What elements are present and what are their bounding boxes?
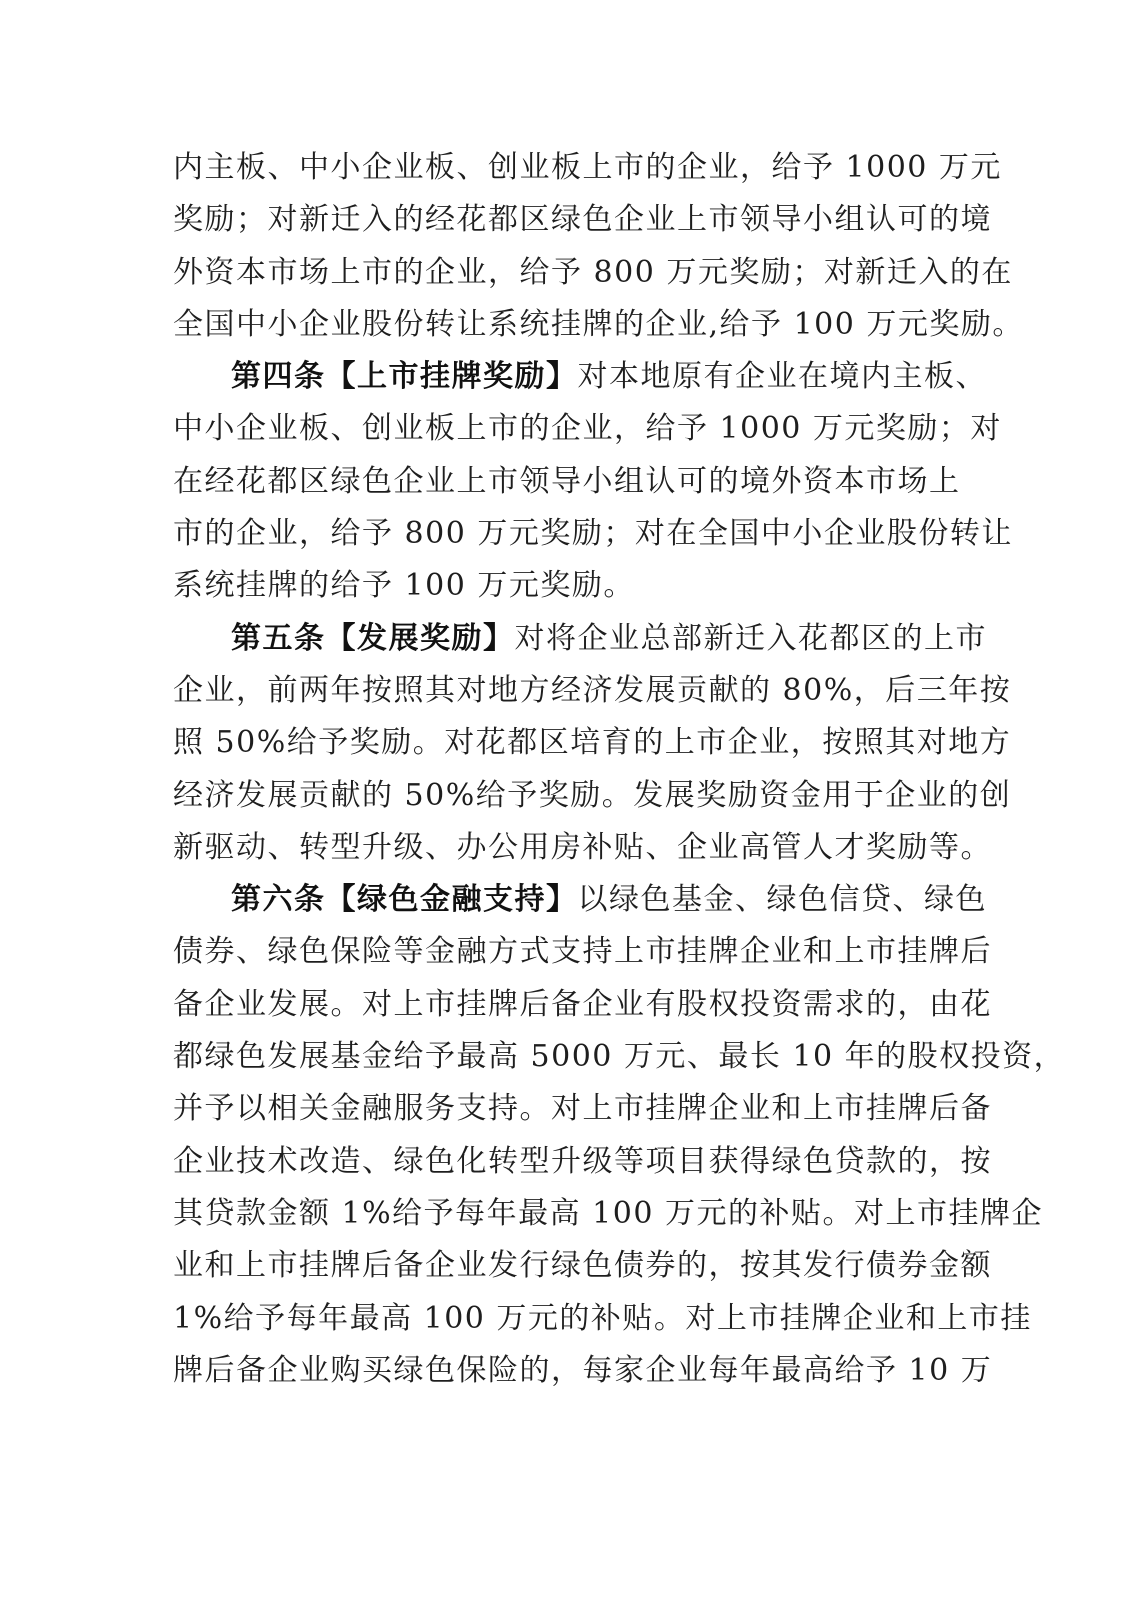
text-line: 中小企业板、创业板上市的企业，给予 1000 万元奖励；对 [173, 411, 1002, 447]
text-line: 系统挂牌的给予 100 万元奖励。 [173, 568, 635, 604]
text-line: 照 50%给予奖励。对花都区培育的上市企业，按照其对地方 [173, 725, 1012, 761]
text-line: 内主板、中小企业板、创业板上市的企业，给予 1000 万元 [173, 150, 1002, 185]
text-line: 其贷款金额 1%给予每年最高 100 万元的补贴。对上市挂牌企 [173, 1195, 1043, 1231]
article-4-first-line [173, 351, 987, 403]
text-line: 牌后备企业购买绿色保险的，每家企业每年最高给予 10 万 [173, 1352, 993, 1388]
text-line: 在经花都区绿色企业上市领导小组认可的境外资本市场上 [173, 463, 961, 499]
text-line: 全国中小企业股份转让系统挂牌的企业,给予 100 万元奖励。 [173, 306, 1024, 342]
article-4-text: 对本地原有企业在境内主板、 [577, 359, 987, 395]
text-line: 1%给予每年最高 100 万元的补贴。对上市挂牌企业和上市挂 [173, 1300, 1032, 1336]
article-5-heading: 第五条【发展奖励】 [231, 620, 515, 656]
article-6-text: 以绿色基金、绿色信贷、绿色 [577, 882, 987, 918]
text-line: 奖励；对新迁入的经花都区绿色企业上市领导小组认可的境 [173, 202, 992, 238]
text-line: 都绿色发展基金给予最高 5000 万元、最长 10 年的股权投资， [173, 1039, 1066, 1075]
article-5-text: 对将企业总部新迁入花都区的上市 [514, 620, 987, 656]
text-line: 并予以相关金融服务支持。对上市挂牌企业和上市挂牌后备 [173, 1091, 992, 1127]
text-line: 备企业发展。对上市挂牌后备企业有股权投资需求的，由花 [173, 986, 992, 1022]
text-line: 市的企业，给予 800 万元奖励；对在全国中小企业股份转让 [173, 516, 1013, 552]
text-line: 新驱动、转型升级、办公用房补贴、企业高管人才奖励等。 [173, 829, 992, 865]
text-line: 企业技术改造、绿色化转型升级等项目获得绿色贷款的，按 [173, 1143, 992, 1179]
text-line: 经济发展贡献的 50%给予奖励。发展奖励资金用于企业的创 [173, 777, 1012, 813]
body-text [173, 142, 1066, 1397]
text-line: 债券、绿色保险等金融方式支持上市挂牌企业和上市挂牌后 [173, 934, 992, 970]
article-6-heading: 第六条【绿色金融支持】 [231, 882, 578, 918]
article-6-first-line [173, 874, 987, 926]
text-line: 外资本市场上市的企业，给予 800 万元奖励；对新迁入的在 [173, 254, 1013, 290]
text-line: 企业，前两年按照其对地方经济发展贡献的 80%，后三年按 [173, 672, 1012, 708]
article-5-first-line [173, 613, 987, 665]
text-line: 业和上市挂牌后备企业发行绿色债券的，按其发行债券金额 [173, 1248, 992, 1284]
article-4-heading: 第四条【上市挂牌奖励】 [231, 359, 578, 395]
